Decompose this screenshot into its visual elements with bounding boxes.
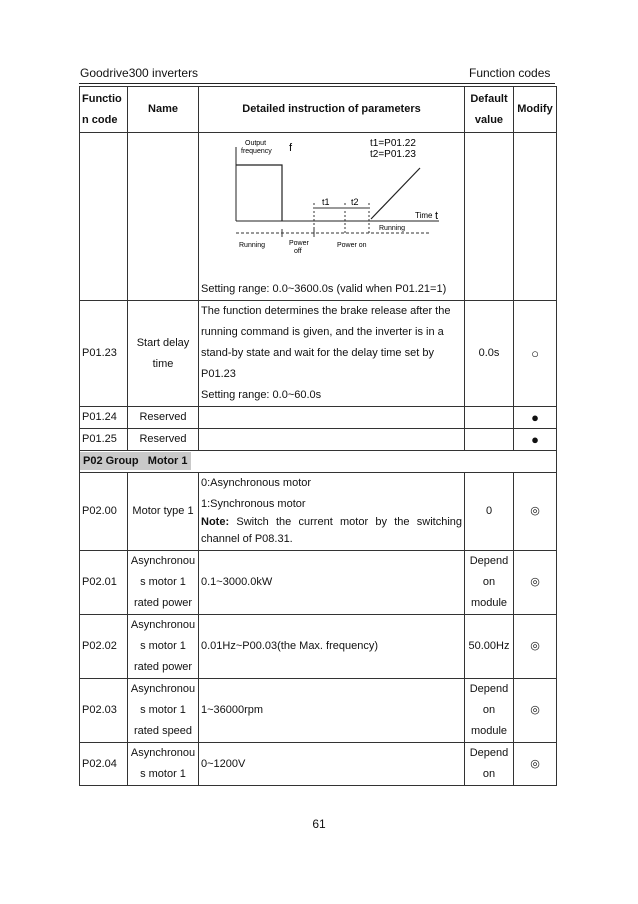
- modify-cell: ○: [514, 301, 557, 407]
- name-line: Asynchronou: [130, 619, 196, 631]
- table-row: [80, 615, 557, 679]
- table-row: [80, 301, 557, 407]
- name-line: s motor 1: [140, 576, 186, 588]
- col-code-line2: n code: [82, 113, 118, 126]
- diagram-modify-cell: [514, 133, 557, 301]
- col-default-line2: value: [474, 113, 504, 126]
- name-line: rated speed: [133, 725, 193, 737]
- col-default-header: [465, 87, 514, 133]
- default-cell: [465, 743, 514, 786]
- header-left: Goodrive300 inverters: [80, 66, 199, 80]
- diagram-name-cell: [128, 133, 199, 301]
- name-line: time: [152, 357, 174, 370]
- note-label: Note:: [201, 516, 230, 528]
- default-line: Depend: [469, 747, 509, 759]
- diagram-running-left: Running: [239, 242, 266, 249]
- diagram-ramp-line: [371, 168, 420, 219]
- modify-cell: ●: [514, 407, 557, 429]
- diagram-frequency-label: frequency: [241, 148, 272, 155]
- detail-line: The function determines the brake release after the: [201, 305, 451, 317]
- diagram-t-label: t: [435, 210, 439, 222]
- table-row: [80, 429, 557, 451]
- detail-cell: 0.1~3000.0kW: [199, 551, 465, 615]
- name-cell: Reserved: [128, 407, 199, 429]
- default-line: on: [482, 704, 496, 716]
- modify-cell: ●: [514, 429, 557, 451]
- name-cell: [128, 743, 199, 786]
- name-cell: Motor type 1: [128, 473, 199, 551]
- name-cell: [128, 301, 199, 407]
- col-modify-header: Modify: [514, 87, 557, 133]
- header-rule: [79, 83, 555, 84]
- modify-cell: ◎: [514, 679, 557, 743]
- default-cell: 50.00Hz: [465, 615, 514, 679]
- detail-line: P01.23: [201, 368, 236, 380]
- default-cell: [465, 551, 514, 615]
- diagram-output-label: Output: [245, 140, 267, 147]
- group-header-cell: [80, 451, 557, 473]
- name-cell: [128, 551, 199, 615]
- code-cell: P01.23: [80, 301, 128, 407]
- name-line: rated power: [133, 597, 193, 609]
- group-row: [80, 451, 557, 473]
- diagram-setting-range: Setting range: 0.0~3600.0s (valid when P01.21=1): [201, 283, 447, 295]
- diagram-t1-equation: t1=P01.22: [370, 138, 416, 149]
- modify-cell: ◎: [514, 551, 557, 615]
- modify-cell: ◎: [514, 473, 557, 551]
- default-line: on: [482, 768, 496, 780]
- default-line: module: [470, 597, 508, 609]
- name-line: Start delay: [136, 336, 190, 349]
- diagram-time-label: Time: [415, 211, 433, 220]
- diagram-t1-label: t1: [322, 197, 330, 207]
- diagram-detail-cell: [199, 133, 465, 301]
- code-cell: P01.24: [80, 407, 128, 429]
- page-number: 61: [312, 817, 326, 831]
- code-cell: P02.02: [80, 615, 128, 679]
- timing-diagram-svg: [199, 133, 463, 279]
- default-cell: 0: [465, 473, 514, 551]
- detail-note-line: [201, 515, 462, 529]
- default-line: module: [470, 725, 508, 737]
- code-cell: P02.03: [80, 679, 128, 743]
- code-cell: P02.00: [80, 473, 128, 551]
- diagram-code-cell: [80, 133, 128, 301]
- table-row: [80, 679, 557, 743]
- code-cell: P02.04: [80, 743, 128, 786]
- table-row: [80, 473, 557, 551]
- default-cell: [465, 429, 514, 451]
- name-line: Asynchronou: [130, 555, 196, 567]
- code-cell: P01.25: [80, 429, 128, 451]
- name-cell: [128, 615, 199, 679]
- default-line: Depend: [469, 555, 509, 567]
- detail-line: channel of P08.31.: [201, 533, 293, 545]
- diagram-f-label: f: [289, 142, 293, 154]
- detail-cell: 1~36000rpm: [199, 679, 465, 743]
- diagram-t2-equation: t2=P01.23: [370, 149, 416, 160]
- name-line: s motor 1: [140, 640, 186, 652]
- detail-line: running command is given, and the inverter is in a: [201, 326, 444, 338]
- default-line: Depend: [469, 683, 509, 695]
- name-line: Asynchronou: [130, 683, 196, 695]
- col-name-header: Name: [128, 87, 199, 133]
- default-cell: [465, 407, 514, 429]
- detail-text: Switch the current motor by the switching: [229, 516, 462, 528]
- name-line: rated power: [133, 661, 193, 673]
- detail-cell: 0.01Hz~P00.03(the Max. frequency): [199, 615, 465, 679]
- name-line: s motor 1: [140, 704, 186, 716]
- col-detail-header: Detailed instruction of parameters: [199, 87, 465, 133]
- detail-cell: [199, 429, 465, 451]
- col-code-header: [80, 87, 128, 133]
- detail-cell: [199, 407, 465, 429]
- group-label: P02 Group Motor 1: [80, 452, 191, 470]
- diagram-default-cell: [465, 133, 514, 301]
- name-line: Asynchronou: [130, 747, 196, 759]
- table-row: [80, 743, 557, 786]
- detail-line: 0:Asynchronous motor: [201, 477, 312, 489]
- default-line: on: [482, 576, 496, 588]
- default-cell: [465, 679, 514, 743]
- diagram-freq-pulse: [236, 165, 282, 221]
- name-line: s motor 1: [140, 768, 186, 780]
- function-code-table: [79, 86, 557, 786]
- detail-cell: [199, 301, 465, 407]
- table-row: [80, 551, 557, 615]
- col-default-line1: Default: [470, 92, 508, 105]
- name-cell: [128, 679, 199, 743]
- header-right: Function codes: [469, 66, 551, 80]
- modify-cell: ◎: [514, 615, 557, 679]
- detail-line: Setting range: 0.0~60.0s: [201, 389, 322, 401]
- diagram-t2-label: t2: [351, 197, 359, 207]
- table-row: [80, 407, 557, 429]
- modify-cell: ◎: [514, 743, 557, 786]
- detail-line: stand-by state and wait for the delay time set by: [201, 347, 434, 359]
- detail-line: 1:Synchronous motor: [201, 498, 306, 510]
- diagram-power-off-2: off: [294, 248, 302, 255]
- diagram-power-on: Power on: [337, 242, 367, 249]
- default-cell: 0.0s: [465, 301, 514, 407]
- table-header-row: [80, 87, 557, 133]
- code-cell: P02.01: [80, 551, 128, 615]
- detail-cell: 0~1200V: [199, 743, 465, 786]
- name-cell: Reserved: [128, 429, 199, 451]
- col-code-line1: Functio: [82, 92, 122, 105]
- diagram-power-off-1: Power: [289, 240, 309, 247]
- brake-timing-diagram: [199, 133, 464, 279]
- diagram-running-right: Running: [379, 225, 406, 232]
- table-row-diagram: [80, 133, 557, 301]
- detail-cell: [199, 473, 465, 551]
